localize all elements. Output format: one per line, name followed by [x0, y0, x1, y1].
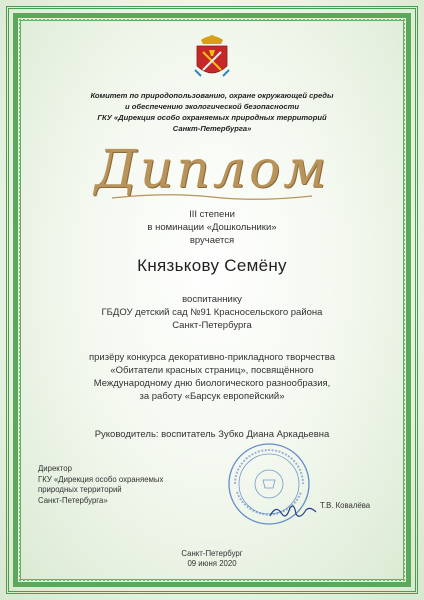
- contest-block: [30, 351, 394, 403]
- date: 09 июня 2020: [187, 559, 237, 568]
- committee-line: Комитет по природопользованию, охране окружающей среды: [90, 91, 334, 100]
- director-name: Т.В. Ковалёва: [320, 501, 371, 510]
- contest-line: призёру конкурса декоративно-прикладного творчества: [88, 352, 335, 363]
- signature-icon: [268, 500, 318, 522]
- contest-line: за работу «Барсук европейский»: [139, 391, 285, 402]
- award-block: [30, 208, 394, 247]
- pupil-school: ГБДОУ детский сад №91 Красносельского района: [101, 307, 323, 318]
- diploma-title-text: Диплом: [94, 140, 330, 200]
- director-block: [38, 464, 198, 506]
- committee-header: [40, 90, 384, 134]
- director-line: природных территорий: [38, 485, 122, 494]
- pupil-label: воспитаннику: [182, 294, 242, 305]
- pupil-city: Санкт-Петербурга: [172, 320, 252, 331]
- recipient-name: Князькову Семёну: [137, 256, 287, 275]
- director-line: ГКУ «Дирекция особо охраняемых: [38, 474, 164, 484]
- diploma-title: [60, 140, 364, 202]
- supervisor-line: Руководитель: воспитатель Зубко Диана Аркадьевна: [94, 429, 330, 440]
- committee-line: и обеспечению экологической безопасности: [125, 102, 299, 111]
- award-nomination: в номинации «Дошкольники»: [147, 222, 277, 233]
- committee-line: Санкт-Петербурга»: [172, 124, 252, 133]
- award-verb: вручается: [189, 235, 235, 246]
- committee-line: ГКУ «Дирекция особо охраняемых природных территорий: [97, 113, 327, 122]
- place: Санкт-Петербург: [181, 549, 243, 558]
- director-line: Директор: [38, 464, 72, 473]
- pupil-block: [30, 293, 394, 332]
- director-line: Санкт-Петербурга»: [38, 495, 108, 505]
- award-degree: III степени: [189, 209, 235, 220]
- contest-line: «Обитатели красных страниц», посвящённого: [110, 365, 314, 376]
- place-date: [162, 549, 262, 569]
- contest-line: Международному дню биологического разнообразия,: [93, 378, 331, 389]
- coat-of-arms-icon: [191, 32, 233, 82]
